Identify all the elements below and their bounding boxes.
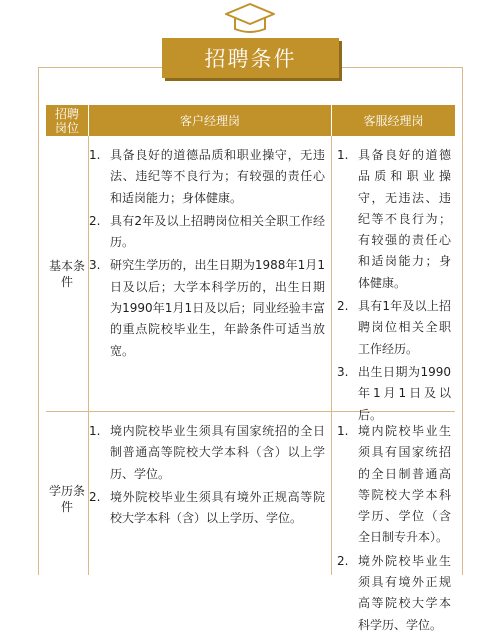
graduation-cap-icon: [224, 2, 276, 36]
column-divider-right: [331, 136, 332, 575]
list-item: 2. 具有2年及以上招聘岗位相关全职工作经历。: [89, 213, 325, 250]
section-title: 招聘条件: [162, 38, 339, 78]
frame-top-right: [339, 67, 463, 68]
list-item: 3. 研究生学历的，出生日期为1988年1月1日及以后；大学本科学历的，出生日期为1990年1月1日及以后；同业经验丰富的重点院校毕业生，年龄条件可适当放宽。: [89, 258, 325, 358]
list-item: 3. 出生日期为1990年1月1日及以后。: [337, 364, 451, 422]
list-item: 1. 具备良好的道德品质和职业操守，无违法、违纪等不良行为；有较强的责任心和适岗能力；身体健康。: [89, 148, 325, 205]
frame-top-left: [38, 67, 162, 68]
header-label: 招聘岗位: [46, 105, 88, 136]
cell-education-service: [337, 421, 451, 638]
frame-left: [38, 67, 39, 575]
list-item: 1. 境内院校毕业生须具有国家统招的全日制普通高等院校大学本科（含）以上学历、学位。: [89, 424, 325, 481]
cell-education-customer: [89, 421, 325, 531]
list-item: 2. 境外院校毕业生须具有境外正规高等院校大学本科学历、学位。: [337, 553, 451, 632]
header-customer-manager: 客户经理岗: [89, 105, 331, 136]
row-label-education: 学历条件: [48, 484, 85, 514]
list-item: 2. 具有1年及以上招聘岗位相关全职工作经历。: [337, 299, 451, 356]
list-item: 1. 境内院校毕业生须具有国家统招的全日制普通高等院校大学本科学历、学位（含全日制专升本）。: [337, 424, 451, 545]
list-item: 2. 境外院校毕业生须具有境外正规高等院校大学本科（含）以上学历、学位。: [89, 489, 325, 526]
row-label-basic: 基本条件: [48, 259, 85, 289]
recruitment-table: [46, 105, 455, 632]
cell-basic-service: [337, 145, 451, 428]
cell-basic-customer: [89, 145, 325, 364]
header-service-manager: 客服经理岗: [332, 105, 455, 136]
list-item: 1. 具备良好的道德品质和职业操守，无违法、违纪等不良行为；有较强的责任心和适岗能力；身体健康。: [337, 148, 451, 290]
frame-right: [462, 67, 463, 575]
